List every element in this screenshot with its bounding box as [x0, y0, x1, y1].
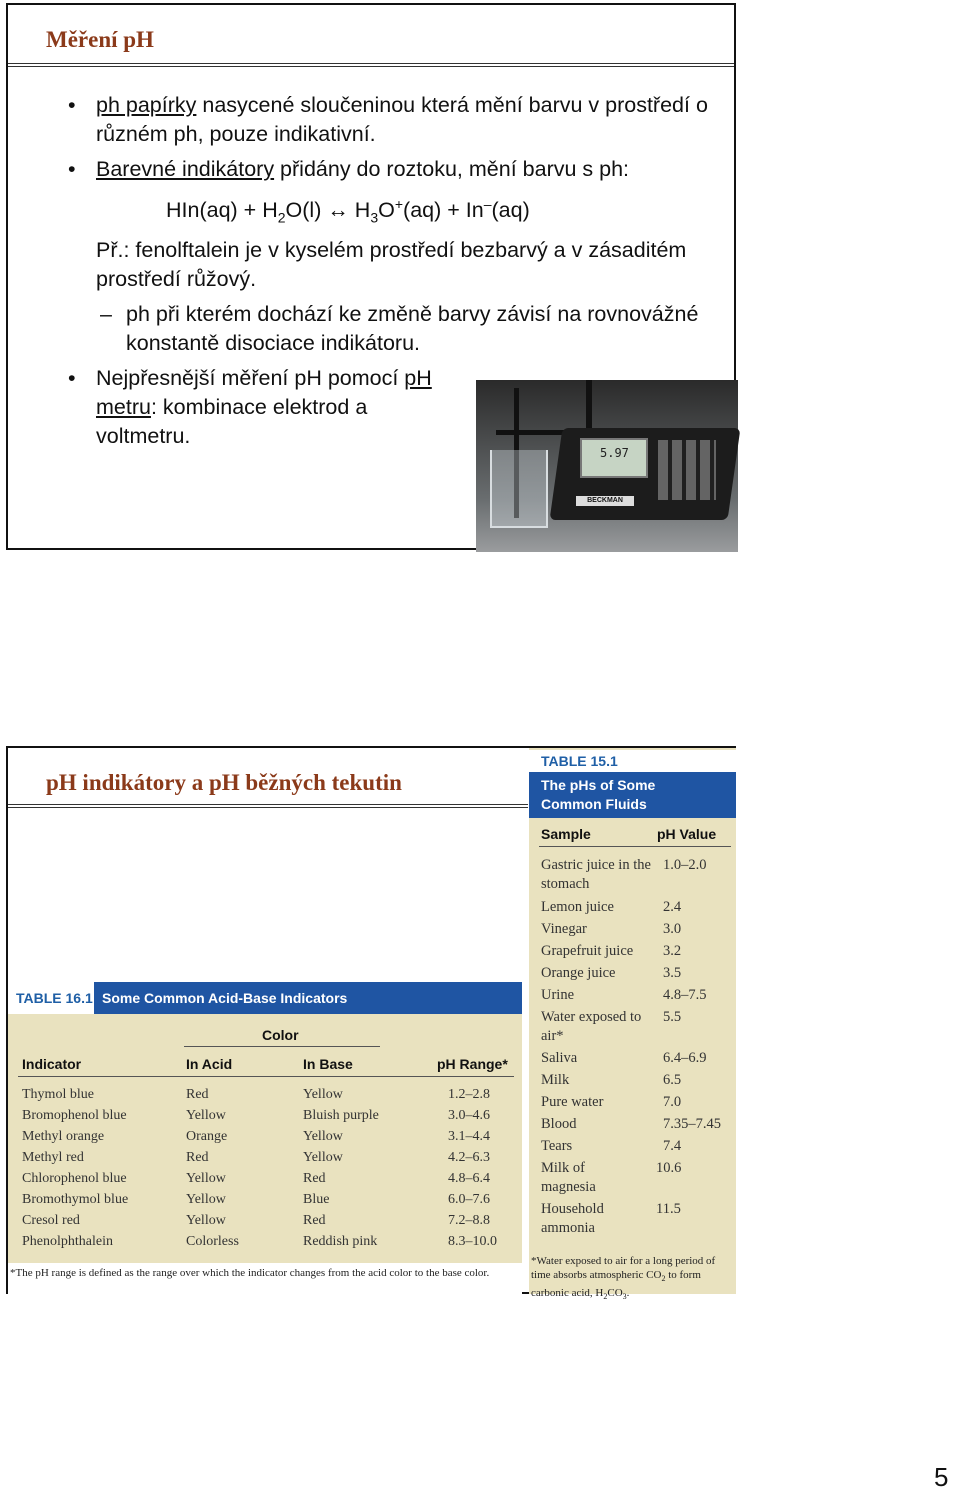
dash-bullet: – [100, 302, 112, 327]
table-number: TABLE 16.1 [8, 982, 94, 1014]
table-15-1: TABLE 15.1 The pHs of Some Common Fluids Sample pH Value Gastric juice in the stomach 1.0–2.0 Lemon juice 2.4 Vinegar 3.0 Grapefruit juice 3.2 Orange juice 3.5 Urine 4.8–7.5 Water exposed to air* 5.5 Saliva 6.4–6.9 Milk 6.5 Pure water 7.0 Blood 7.35–7.45 Tears 7.4 Milk of magnesia 10.6 Household ammonia 11.5 *Water exposed to air for a long period of time absorbs atmospheric $CO_2$ to form carbonic acid, $H_2CO_3$. [529, 748, 736, 1294]
bullet-text: přidány do roztoku, mění barvu s ph: [274, 157, 630, 181]
col-header-in-base: In Base [303, 1056, 353, 1072]
color-group-rule [184, 1046, 380, 1047]
col-header-ph-range: pH Range* [437, 1056, 508, 1072]
meter-display: 5.97 [580, 438, 648, 478]
phenolphthalein-example: Př.: fenolftalein je v kyselém prostředí bezbarvý a v zásaditém prostředí růžový. [96, 238, 687, 292]
ph-papers-link[interactable]: ph papírky [96, 93, 197, 117]
slide-measuring-ph [6, 3, 736, 550]
color-indicators-link[interactable]: Barevné indikátory [96, 157, 275, 181]
col-header-indicator: Indicator [22, 1056, 82, 1072]
col-header-in-acid: In Acid [186, 1056, 233, 1072]
slide-title: Měření pH [8, 5, 734, 67]
table-title: Some Common Acid-Base Indicators [102, 990, 348, 1006]
sub-bullet-equilibrium [68, 300, 718, 358]
indicator-equation: $HIn(aq) + H_2O(l)$ ↔ $H_3O^+(aq) + In^-(aq)$ [166, 196, 530, 226]
header-rule [18, 1076, 514, 1077]
bullet-text: Nejpřesnější měření pH pomocí [96, 366, 405, 391]
meter-keypad [658, 440, 716, 500]
ph-meter-photo [476, 380, 738, 552]
beaker [490, 450, 548, 528]
bullet-dot: • [68, 366, 76, 391]
bullet-text: nasycené sloučeninou která mění barvu v prostředí o různém ph, pouze indikativní. [96, 93, 708, 146]
col-header-ph-value: pH Value [657, 826, 717, 842]
meter-brand-label: BECKMAN [576, 496, 634, 506]
bullet-dot: • [68, 93, 76, 117]
bullet-color-indicators [68, 155, 718, 184]
col-group-color: Color [262, 1027, 299, 1043]
title-divider [8, 804, 528, 808]
table-header-bar [8, 982, 522, 1014]
table-footnote: *Water exposed to air for a long period of time absorbs atmospheric $CO_2$ to form carbonic acid, $H_2CO_3$. [531, 1255, 716, 1302]
bullet-dot: • [68, 157, 76, 181]
page-number: 5 [934, 1462, 949, 1492]
col-header-sample: Sample [541, 826, 591, 842]
slide-title: pH indikátory a pH běžných tekutin [46, 770, 402, 795]
slide-ph-indicators [6, 746, 736, 1302]
table-footnote: *The pH range is defined as the range over which the indicator changes from the acid color to the base color. [8, 1263, 522, 1294]
table-number: TABLE 15.1 [529, 750, 736, 772]
ph-meter-link[interactable]: pH metru [96, 366, 432, 420]
table-16-1: TABLE 16.1 Some Common Acid-Base Indicators Color Indicator In Acid In Base pH Range* Thymol blue Red Yellow 1.2–2.8 Bromophenol blue Yellow Bluish purple 3.0–4.6 Methyl orange Orange Yellow 3.1–4.4 Methyl red Red Yellow 4.2–6.3 Chlorophenol blue Yellow Red 4.8–6.4 Bromothymol blue Yellow Blue 6.0–7.6 Cresol red Yellow Red 7.2–8.8 Phenolphthalein Colorless Reddish pink 8.3–10.0 *The pH range is defined as the range over which the indicator changes from the acid color to the base color. [8, 982, 522, 1294]
bullet-ph-meter [68, 364, 448, 451]
bullet-ph-papers [68, 91, 718, 149]
header-rule [539, 846, 731, 847]
bullet-text: ph při kterém dochází ke změně barvy závisí na rovnovážné konstantě disociace indikátoru. [126, 302, 699, 356]
equilibrium-arrow-icon: ↔ [327, 198, 349, 223]
bullet-text: : kombinace elektrod a voltmetru. [96, 395, 368, 449]
table-title: The pHs of Some Common Fluids [529, 772, 736, 818]
